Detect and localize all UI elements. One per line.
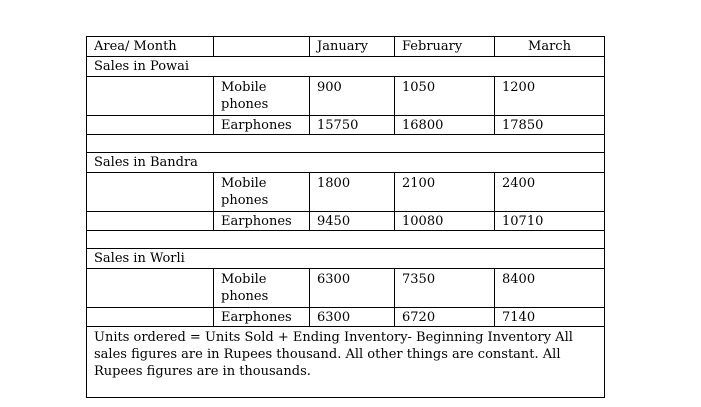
product-label: Earphones	[214, 308, 310, 327]
value-cell: 6300	[310, 269, 395, 308]
empty-cell	[87, 173, 214, 212]
value-cell: 9450	[310, 212, 395, 231]
empty-cell	[87, 135, 605, 153]
value-cell: 1050	[395, 77, 495, 116]
product-label: Earphones	[214, 116, 310, 135]
empty-cell	[87, 212, 214, 231]
value-cell: 7350	[395, 269, 495, 308]
sales-table-document	[86, 36, 604, 398]
empty-cell	[87, 269, 214, 308]
table-row	[87, 269, 605, 308]
table-row	[87, 308, 605, 327]
value-cell: 16800	[395, 116, 495, 135]
header-area-month: Area/ Month	[87, 37, 214, 57]
value-cell: 15750	[310, 116, 395, 135]
footnote-text: Units ordered = Units Sold + Ending Inventory- Beginning Inventory All sales figures are in Rupees thousand. All other things are constant. All Rupees figures are in thousands.	[87, 327, 605, 398]
section-title: Sales in Bandra	[87, 153, 605, 173]
sales-table	[86, 36, 605, 398]
value-cell: 6720	[395, 308, 495, 327]
header-january: January	[310, 37, 395, 57]
table-row	[87, 173, 605, 212]
header-row	[87, 37, 605, 57]
value-cell: 10080	[395, 212, 495, 231]
value-cell: 2400	[495, 173, 605, 212]
spacer-row	[87, 231, 605, 249]
empty-cell	[87, 116, 214, 135]
section-title: Sales in Worli	[87, 249, 605, 269]
value-cell: 1200	[495, 77, 605, 116]
empty-cell	[87, 308, 214, 327]
header-march: March	[495, 37, 605, 57]
section-row-worli	[87, 249, 605, 269]
note-row	[87, 327, 605, 398]
table-row	[87, 77, 605, 116]
product-label: Earphones	[214, 212, 310, 231]
value-cell: 2100	[395, 173, 495, 212]
empty-cell	[87, 231, 605, 249]
value-cell: 1800	[310, 173, 395, 212]
spacer-row	[87, 135, 605, 153]
value-cell: 7140	[495, 308, 605, 327]
product-label: Mobile phones	[214, 269, 310, 308]
product-label: Mobile phones	[214, 77, 310, 116]
table-row	[87, 116, 605, 135]
section-title: Sales in Powai	[87, 57, 605, 77]
table-row	[87, 212, 605, 231]
empty-cell	[87, 77, 214, 116]
value-cell: 8400	[495, 269, 605, 308]
section-row-powai	[87, 57, 605, 77]
value-cell: 6300	[310, 308, 395, 327]
value-cell: 17850	[495, 116, 605, 135]
product-label: Mobile phones	[214, 173, 310, 212]
value-cell: 900	[310, 77, 395, 116]
header-blank	[214, 37, 310, 57]
value-cell: 10710	[495, 212, 605, 231]
section-row-bandra	[87, 153, 605, 173]
header-february: February	[395, 37, 495, 57]
